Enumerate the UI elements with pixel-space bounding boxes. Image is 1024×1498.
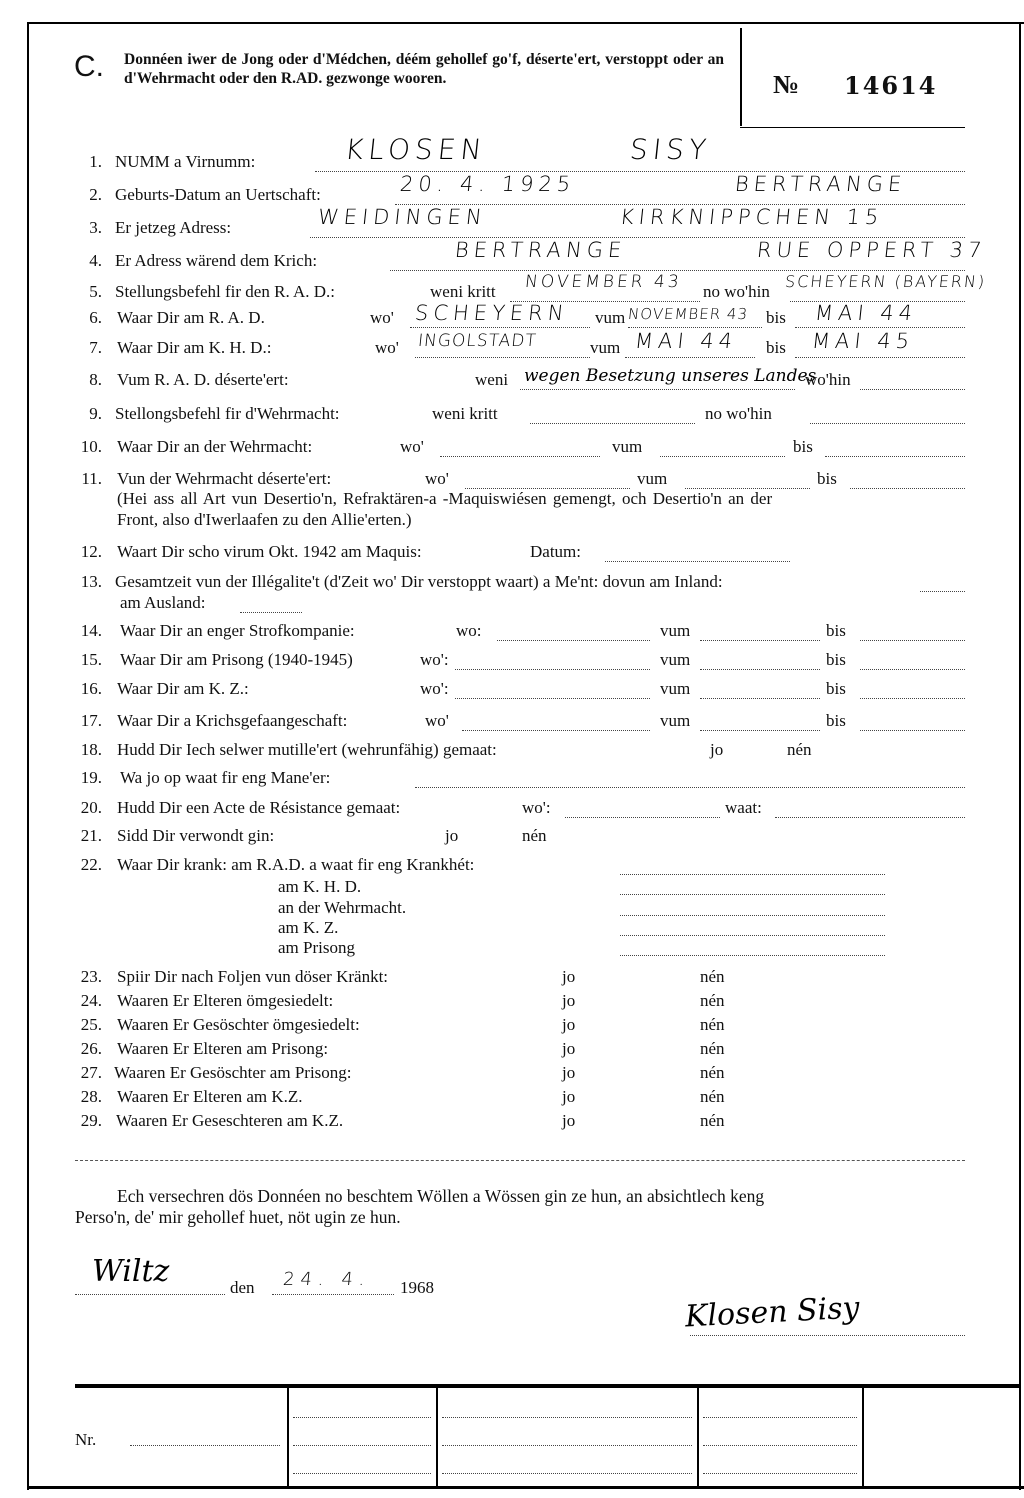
no-option[interactable]: nén [700, 1087, 725, 1106]
birth-place-value: BERTRANGE [733, 172, 908, 196]
maquis-date-field[interactable] [605, 544, 790, 562]
khd-place-value: INGOLSTADT [416, 331, 538, 351]
from-label: vum [637, 469, 668, 488]
item-label: Waar Dir am K. H. D.: [117, 338, 272, 357]
where-label: wo': [420, 679, 449, 698]
footer-col-divider [697, 1388, 699, 1486]
yes-option[interactable]: jo [710, 740, 724, 759]
footer-cell[interactable] [293, 1400, 431, 1418]
footer-col-divider [862, 1388, 864, 1486]
from-label: vum [595, 308, 626, 327]
no-option[interactable]: nén [700, 1063, 725, 1082]
item-number: 4. [89, 251, 102, 270]
item-number: 29. [80, 1111, 102, 1130]
no-option[interactable]: nén [700, 967, 725, 986]
where-label: wo' [375, 338, 399, 357]
item-label: Waar Dir am Prisong (1940-1945) [120, 650, 353, 669]
yes-option[interactable]: jo [445, 826, 459, 845]
item-number: 5. [89, 282, 102, 301]
where-label: wo: [456, 621, 482, 640]
date-label: Datum: [530, 542, 581, 561]
from-label: vum [660, 621, 691, 640]
item-number: 3. [89, 218, 102, 237]
item-label: Waar Dir am K. Z.: [117, 679, 249, 698]
current-town-value: WEIDINGEN [316, 205, 488, 229]
footer-cell[interactable] [442, 1400, 692, 1418]
yes-option[interactable]: jo [562, 1039, 576, 1058]
yes-option[interactable]: jo [562, 1111, 576, 1130]
khd-to-value: MAI 45 [810, 329, 916, 353]
header-divider-horizontal [740, 127, 965, 128]
date-value: 24. 4. [281, 1269, 372, 1290]
item-number: 26. [80, 1039, 102, 1058]
where-label: wo' [370, 308, 394, 327]
item-label: Er jetzeg Adress: [115, 218, 232, 237]
yes-option[interactable]: jo [562, 1063, 576, 1082]
from-label: vum [660, 679, 691, 698]
illness-sub-label: am K. Z. [278, 918, 339, 937]
item-number: 15. [80, 650, 102, 669]
item-number: 6. [89, 308, 102, 327]
footer-cell[interactable] [703, 1428, 857, 1446]
item-label: Hudd Dir een Acte de Résistance gemaat: [117, 798, 401, 817]
footer-cell[interactable] [703, 1400, 857, 1418]
kz-place-field[interactable] [455, 681, 650, 699]
to-label: bis [817, 469, 837, 488]
item-number: 16. [80, 679, 102, 698]
illness-sub-label: am Prisong [278, 938, 355, 957]
wehrmacht-from-field[interactable] [660, 439, 785, 457]
item-number: 2. [89, 185, 102, 204]
desertion-note-line1: (Hei ass all Art vun Desertio'n, Refraktären-a -Maquiswiésen gemengt, och Desertio'n an der [117, 489, 773, 508]
item-number: 21. [80, 826, 102, 845]
no-option[interactable]: nén [522, 826, 547, 845]
to-label: bis [766, 308, 786, 327]
item-label: Waaren Er Geseschteren am K.Z. [116, 1111, 344, 1130]
item-label: Sidd Dir verwondt gin: [117, 826, 275, 845]
where-label: no wo'hin [705, 404, 772, 423]
kz-from-field[interactable] [700, 681, 820, 699]
frame-right [1019, 22, 1021, 1490]
item-number: 14. [80, 621, 102, 640]
desertion-to-field[interactable] [850, 471, 965, 489]
item-number: 9. [89, 404, 102, 423]
where-label: wo': [522, 798, 551, 817]
resistance-place-field[interactable] [565, 800, 720, 818]
item-number: 17. [80, 711, 102, 730]
illness-prison-field[interactable] [620, 938, 885, 956]
place-value: Wiltz [92, 1254, 170, 1289]
penal-place-field[interactable] [497, 623, 650, 641]
abroad-label: am Ausland: [120, 593, 206, 612]
firstname-value: SISY [628, 133, 713, 166]
section-separator [75, 1143, 965, 1161]
yes-option[interactable]: jo [562, 991, 576, 1010]
penal-from-field[interactable] [700, 623, 820, 641]
prison-place-field[interactable] [455, 652, 650, 670]
header-divider-vertical [740, 28, 742, 126]
rad-desertion-place-field[interactable] [860, 372, 965, 390]
item-label: Gesamtzeit vun der Illégalite't (d'Zeit wo' Dir verstoppt waart) a Me'nt: dovun am Inland: [115, 572, 723, 591]
where-label: wo': [420, 650, 449, 669]
illness-sub-label: an der Wehrmacht. [278, 898, 407, 917]
resistance-what-field[interactable] [775, 800, 965, 818]
item-label: NUMM a Virnumm: [115, 152, 256, 171]
to-label: bis [793, 437, 813, 456]
when-label: weni kritt [430, 282, 496, 301]
item-number: 25. [80, 1015, 102, 1034]
item-number: 12. [80, 542, 102, 561]
item-label: Waar Dir am R. A. D. [117, 308, 265, 327]
footer-cell[interactable] [442, 1456, 692, 1474]
inland-field[interactable] [920, 574, 965, 592]
pow-from-field[interactable] [700, 713, 820, 731]
form-number: 14614 [844, 71, 938, 100]
desertion-note-line2: Front, also d'Iwerlaafen zu den Allie'erten.) [117, 510, 412, 529]
footer-cell[interactable] [293, 1428, 431, 1446]
item-label: Waar Dir a Krichsgefaangeschaft: [117, 711, 348, 730]
declaration-line1: Ech versechren dös Donnéen no beschtem Wöllen a Wössen gin ze hun, an absichtlech keng [117, 1186, 765, 1206]
to-label: bis [826, 650, 846, 669]
den-label: den [230, 1278, 255, 1297]
signature: Klosen Sisy [684, 1290, 861, 1335]
pow-to-field[interactable] [860, 713, 965, 731]
nr-field[interactable] [130, 1428, 280, 1446]
item-number: 13. [80, 572, 102, 591]
declaration-line2: Perso'n, de' mir gehollef huet, nöt ugin ze hun. [75, 1207, 401, 1227]
rad-order-date-value: NOVEMBER 43 [523, 272, 683, 292]
footer-col-divider [436, 1388, 438, 1486]
current-street-value: KIRKNIPPCHEN 15 [618, 205, 885, 229]
rad-to-value: MAI 44 [813, 301, 919, 325]
no-option[interactable]: nén [700, 1015, 725, 1034]
item-number: 22. [80, 855, 102, 874]
where-label: wo'hin [805, 370, 851, 389]
where-label: no wo'hin [703, 282, 770, 301]
item-label: Waaren Er Gesöschter ömgesiedelt: [117, 1015, 360, 1034]
item-label: Vum R. A. D. déserte'ert: [117, 370, 289, 389]
when-label: weni kritt [432, 404, 498, 423]
pow-place-field[interactable] [462, 713, 650, 731]
desertion-from-field[interactable] [685, 471, 810, 489]
rad-place-value: SCHEYERN [413, 301, 570, 325]
prison-from-field[interactable] [700, 652, 820, 670]
item-label: Vun der Wehrmacht déserte'ert: [117, 469, 332, 488]
item-label: Stellungsbefehl fir den R. A. D.: [115, 282, 336, 301]
where-label: wo' [425, 469, 449, 488]
frame-top [27, 22, 1024, 24]
item-number: 8. [89, 370, 102, 389]
item-label: Stellongsbefehl fir d'Wehrmacht: [115, 404, 340, 423]
wehrmacht-order-date-field[interactable] [530, 406, 695, 424]
footer-bottom-rule [27, 1486, 1024, 1489]
item-number: 24. [80, 991, 102, 1010]
item-number: 20. [80, 798, 102, 817]
footer-top-rule [75, 1384, 1021, 1388]
surname-value: KLOSEN [343, 133, 489, 166]
item-label: Waaren Er Gesöschter am Prisong: [114, 1063, 352, 1082]
no-option[interactable]: nén [787, 740, 812, 759]
when-label: weni [475, 370, 509, 389]
what-label: waat: [725, 798, 762, 817]
rad-desertion-note: wegen Besetzung unseres Landes [524, 366, 817, 386]
war-town-value: BERTRANGE [453, 238, 628, 262]
item-number: 19. [80, 768, 102, 787]
item-number: 11. [81, 469, 102, 488]
no-option[interactable]: nén [700, 1039, 725, 1058]
item-label: Waar Dir an der Wehrmacht: [117, 437, 313, 456]
item-label: Wa jo op waat fir eng Mane'er: [120, 768, 331, 787]
illness-rad-field[interactable] [620, 857, 885, 875]
number-symbol: № [773, 70, 800, 99]
wehrmacht-order-place-field[interactable] [810, 406, 965, 424]
year-label: 1968 [400, 1278, 434, 1297]
from-label: vum [660, 650, 691, 669]
item-number: 7. [89, 338, 102, 357]
item-number: 1. [89, 152, 102, 171]
item-label: Geburts-Datum an Uertschaft: [115, 185, 321, 204]
war-street-value: RUE OPPERT 37 [755, 238, 988, 262]
wehrmacht-place-field[interactable] [440, 439, 600, 457]
no-option[interactable]: nén [700, 1111, 725, 1130]
item-number: 27. [80, 1063, 102, 1082]
footer-cell[interactable] [293, 1456, 431, 1474]
item-label: Hudd Dir Iech selwer mutille'ert (wehrunfähig) gemaat: [117, 740, 497, 759]
penal-to-field[interactable] [860, 623, 965, 641]
item-label: Waar Dir an enger Strofkompanie: [120, 621, 355, 640]
wehrmacht-to-field[interactable] [825, 439, 965, 457]
from-label: vum [612, 437, 643, 456]
to-label: bis [826, 621, 846, 640]
illness-khd-field[interactable] [620, 877, 885, 895]
illness-sub-label: am K. H. D. [278, 877, 362, 896]
item-label: Waaren Er Elteren am Prisong: [117, 1039, 329, 1058]
footer-cell[interactable] [442, 1428, 692, 1446]
item-number: 23. [80, 967, 102, 986]
yes-option[interactable]: jo [562, 967, 576, 986]
item-label: Er Adress wärend dem Krich: [115, 251, 318, 270]
manner-field[interactable] [415, 770, 965, 788]
frame-left [27, 22, 29, 1490]
item-label: Waaren Er Elteren am K.Z. [117, 1087, 303, 1106]
from-label: vum [660, 711, 691, 730]
item-label: Waar Dir krank: am R.A.D. a waat fir eng Krankhét: [117, 855, 475, 874]
to-label: bis [766, 338, 786, 357]
section-letter: C. [74, 50, 104, 83]
item-number: 18. [80, 740, 102, 759]
rad-order-place-value: SCHEYERN (BAYERN) [784, 272, 988, 291]
item-number: 28. [80, 1087, 102, 1106]
birth-date-value: 20. 4. 1925 [398, 172, 577, 196]
no-option[interactable]: nén [700, 991, 725, 1010]
item-label: Waart Dir scho virum Okt. 1942 am Maquis: [117, 542, 422, 561]
section-title: Donnéen iwer de Jong oder d'Médchen, déém gehollef go'f, déserte'ert, verstoppt oder an d'Wehrmacht oder den R.AD. gezwonge wooren. [124, 51, 724, 87]
illness-wehrmacht-field[interactable] [620, 898, 885, 916]
item-label: Spiir Dir nach Foljen vun döser Kränkt: [117, 967, 389, 986]
where-label: wo' [425, 711, 449, 730]
nr-label: Nr. [75, 1430, 97, 1449]
abroad-field[interactable] [240, 595, 302, 613]
prison-to-field[interactable] [860, 652, 965, 670]
illness-kz-field[interactable] [620, 918, 885, 936]
to-label: bis [826, 711, 846, 730]
from-label: vum [590, 338, 621, 357]
to-label: bis [826, 679, 846, 698]
rad-from-value: NOVEMBER 43 [627, 305, 749, 323]
item-label: Waaren Er Elteren ömgesiedelt: [117, 991, 334, 1010]
item-number: 10. [80, 437, 102, 456]
yes-option[interactable]: jo [562, 1015, 576, 1034]
kz-to-field[interactable] [860, 681, 965, 699]
footer-col-divider [287, 1388, 289, 1486]
desertion-place-field[interactable] [465, 471, 630, 489]
where-label: wo' [400, 437, 424, 456]
yes-option[interactable]: jo [562, 1087, 576, 1106]
khd-from-value: MAI 44 [633, 329, 739, 353]
footer-cell[interactable] [703, 1456, 857, 1474]
